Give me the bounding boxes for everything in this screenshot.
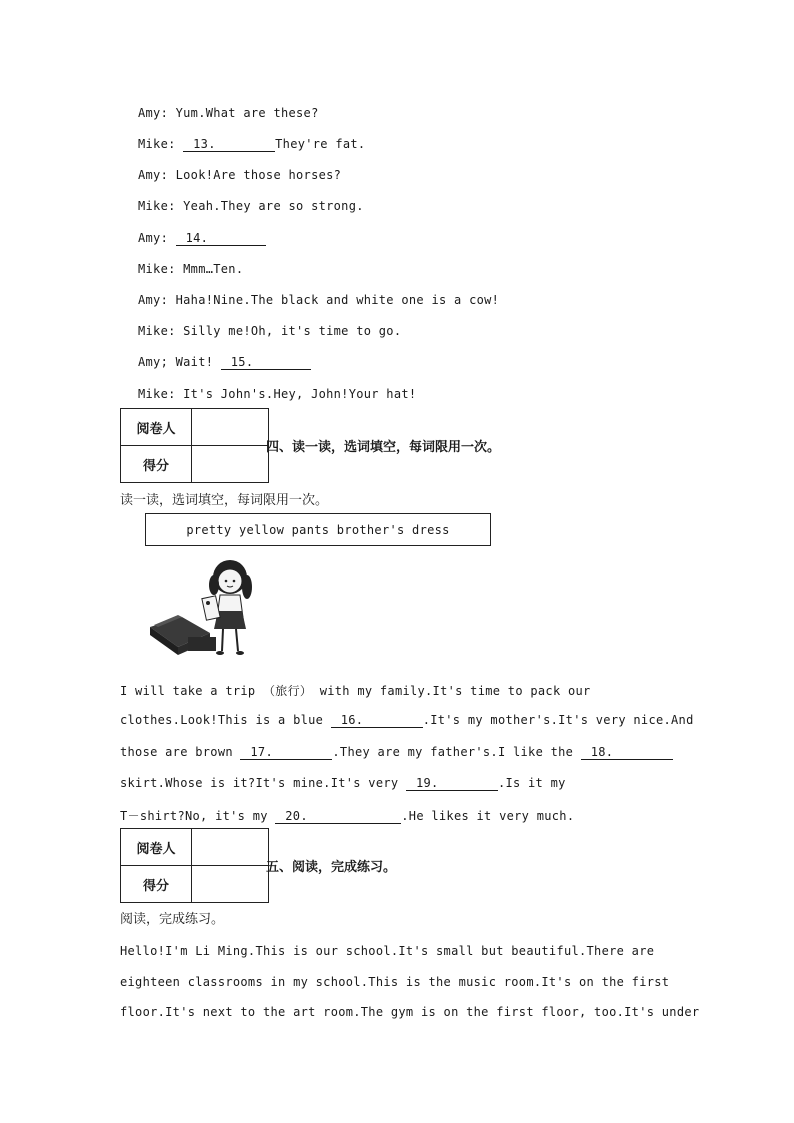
dialogue-line: Amy; Wait! 15.: [138, 355, 311, 370]
dialogue-line: Amy: Haha!Nine.The black and white one is a cow!: [138, 293, 500, 307]
passage-line: those are brown 17. .They are my father's.I like the 18.: [120, 745, 673, 760]
answer-blank-19[interactable]: 19.: [406, 776, 498, 791]
passage-line: T－shirt?No, it's my 20. .He likes it very much.: [120, 809, 575, 823]
answer-blank-15[interactable]: 15.: [221, 355, 311, 370]
answer-blank-13[interactable]: 13.: [183, 137, 275, 152]
word-bank: [145, 513, 491, 546]
section-5-instruction: 阅读，完成练习。: [120, 912, 225, 927]
dialogue-line: Mike: Silly me!Oh, it's time to go.: [138, 324, 402, 338]
dialogue-line: Mike: Mmm…Ten.: [138, 262, 244, 276]
passage-line: floor.It's next to the art room.The gym is on the first floor, too.It's under: [120, 1005, 700, 1019]
answer-blank-14[interactable]: 14.: [176, 231, 266, 246]
answer-blank-16[interactable]: 16.: [331, 713, 423, 728]
dialogue-line: Amy: Look!Are those horses?: [138, 168, 342, 182]
score-label: 得分: [121, 866, 192, 903]
dialogue-line: Mike: Yeah.They are so strong.: [138, 199, 364, 213]
word-bank-text: pretty yellow pants brother's dress: [186, 523, 450, 537]
section-5-title: 五、阅读，完成练习。: [266, 860, 397, 875]
score-cell[interactable]: [192, 446, 269, 483]
score-table-section-4: [120, 408, 269, 483]
dialogue-line: Amy: Yum.What are these?: [138, 106, 319, 120]
section-4-instruction: 读一读，选词填空，每词限用一次。: [120, 493, 329, 508]
passage-line: Hello!I'm Li Ming.This is our school.It's small but beautiful.There are: [120, 944, 655, 958]
girl-packing-suitcase-illustration: [148, 555, 268, 665]
dialogue-line: Mike: It's John's.Hey, John!Your hat!: [138, 387, 417, 401]
passage-line: clothes.Look!This is a blue 16. .It's my mother's.It's very nice.And: [120, 713, 694, 727]
dialogue-line: Amy: 14.: [138, 231, 266, 246]
section-4-title: 四、读一读，选词填空，每词限用一次。: [266, 440, 501, 455]
suitcase-icon: [150, 615, 216, 655]
passage-line: I will take a trip （旅行） with my family.It's time to pack our: [120, 684, 591, 698]
answer-blank-17[interactable]: 17.: [240, 745, 332, 760]
score-label: 得分: [121, 446, 192, 483]
reviewer-cell[interactable]: [192, 409, 269, 446]
reviewer-label: 阅卷人: [121, 409, 192, 446]
score-table-section-5: [120, 828, 269, 903]
dialogue-line: Mike: 13. They're fat.: [138, 137, 366, 151]
answer-blank-18[interactable]: 18.: [581, 745, 673, 760]
reviewer-label: 阅卷人: [121, 829, 192, 866]
score-cell[interactable]: [192, 866, 269, 903]
passage-line: eighteen classrooms in my school.This is the music room.It's on the first: [120, 975, 670, 989]
passage-line: skirt.Whose is it?It's mine.It's very 19. .Is it my: [120, 776, 566, 790]
reviewer-cell[interactable]: [192, 829, 269, 866]
answer-blank-20[interactable]: 20.: [275, 809, 401, 824]
